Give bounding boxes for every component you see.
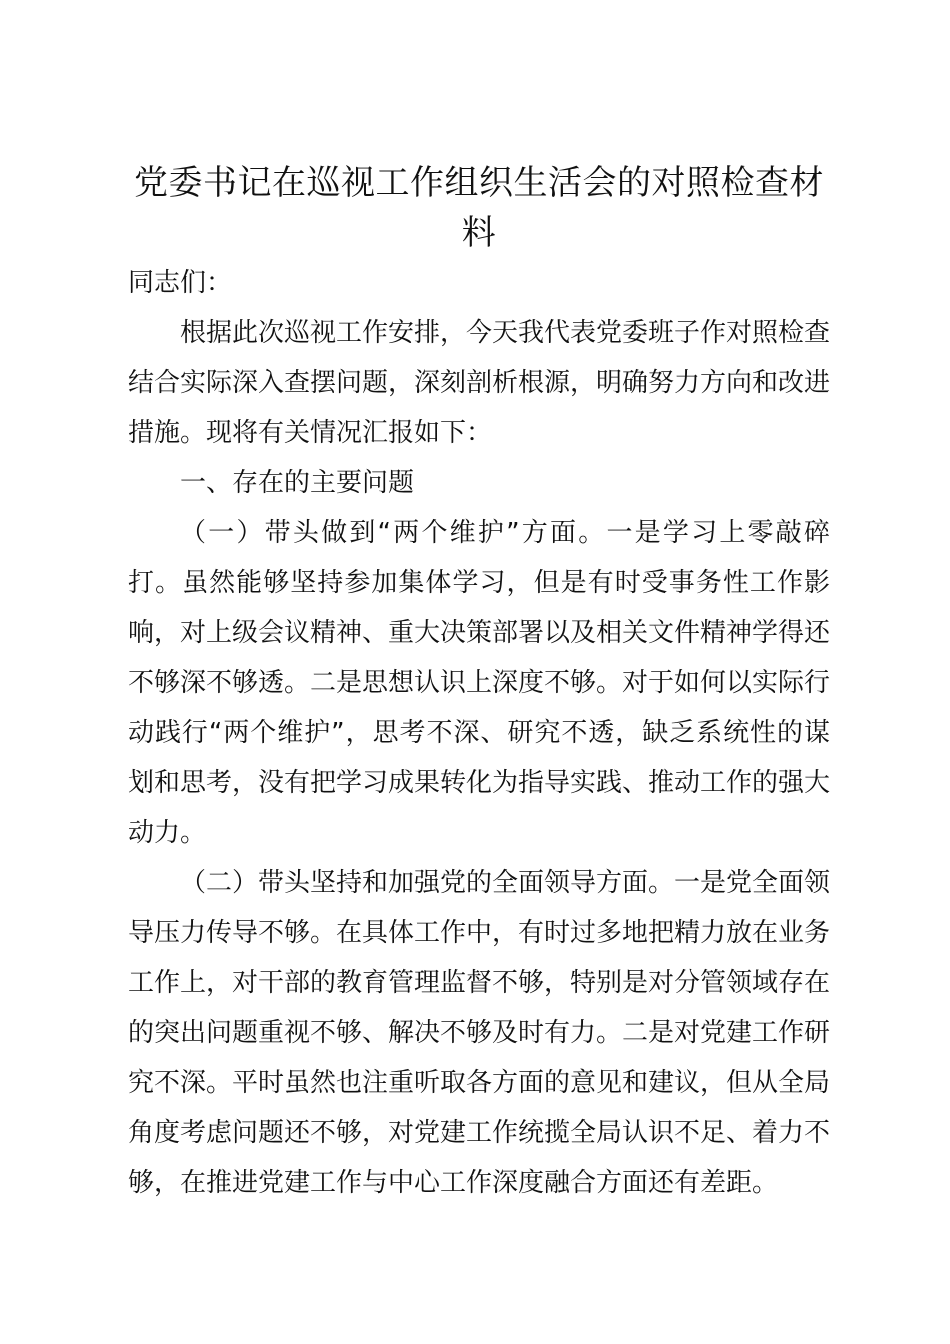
- paragraph-intro: 根据此次巡视工作安排，今天我代表党委班子作对照检查结合实际深入查摆问题，深刻剖析根源，明确努力方向和改进措施。现将有关情况汇报如下：: [128, 318, 831, 448]
- salutation: 同志们：: [128, 268, 233, 298]
- paragraph-party-leadership: （二）带头坚持和加强党的全面领导方面。一是党全面领导压力传导不够。在具体工作中，有时过多地把精力放在业务工作上，对干部的教育管理监督不够，特别是对分管领域存在的突出问题重视不够、解决不够及时有力。二是对党建工作研究不深。平时虽然也注重听取各方面的意见和建议，但从全局角度考虑问题还不够，对党建工作统揽全局认识不足、着力不够，在推进党建工作与中心工作深度融合方面还有差距。: [128, 868, 831, 1198]
- document-page: [128, 158, 830, 1208]
- paragraph-two-safeguards: （一）带头做到“两个维护”方面。一是学习上零敲碎打。虽然能够坚持参加集体学习，但是有时受事务性工作影响，对上级会议精神、重大决策部署以及相关文件精神学得还不够深不够透。二是思想认识上深度不够。对于如何以实际行动践行“两个维护”，思考不深、研究不透，缺乏系统性的谋划和思考，没有把学习成果转化为指导实践、推动工作的强大动力。: [128, 518, 831, 848]
- document-title: 党委书记在巡视工作组织生活会的对照检查材料: [134, 163, 824, 253]
- section-heading-problems: 一、存在的主要问题: [180, 468, 415, 498]
